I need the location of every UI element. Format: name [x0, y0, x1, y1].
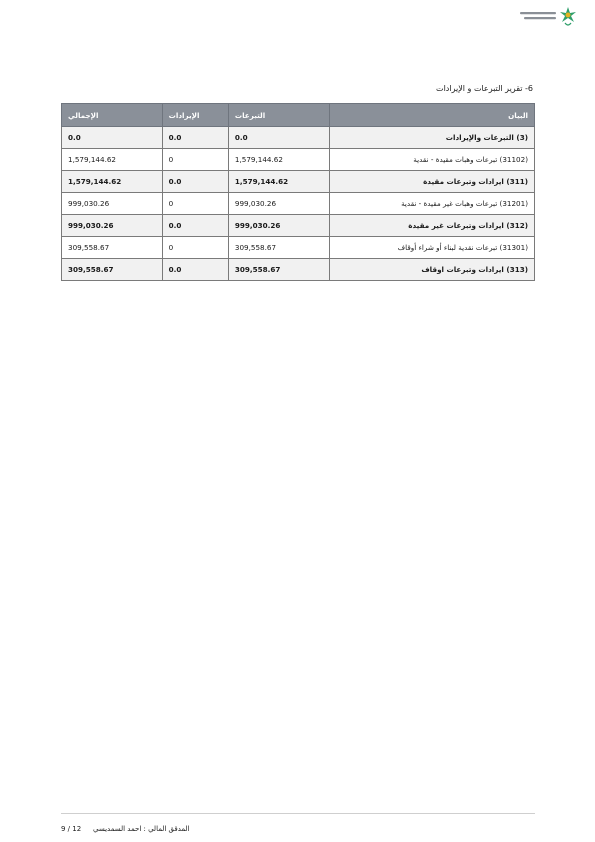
- row-donations: 1,579,144.62: [228, 171, 329, 193]
- row-revenues: 0: [162, 149, 228, 171]
- table-row: [62, 171, 535, 193]
- table-row: [62, 193, 535, 215]
- ministry-logo: [518, 6, 578, 28]
- row-description: (311) ايرادات وتبرعات مقيدة: [329, 171, 534, 193]
- table-row: [62, 149, 535, 171]
- row-donations: 999,030.26: [228, 193, 329, 215]
- row-description: (3) التبرعات والإيرادات: [329, 127, 534, 149]
- header-total: الإجمالي: [62, 104, 163, 127]
- row-revenues: 0.0: [162, 127, 228, 149]
- row-donations: 999,030.26: [228, 215, 329, 237]
- row-total: 1,579,144.62: [62, 171, 163, 193]
- footer-auditor: المدقق المالي : احمد السمديسي: [93, 825, 190, 833]
- header-revenues: الإيرادات: [162, 104, 228, 127]
- footer-divider: [61, 813, 535, 814]
- row-donations: 1,579,144.62: [228, 149, 329, 171]
- row-revenues: 0.0: [162, 171, 228, 193]
- table-header-row: [62, 104, 535, 127]
- row-description: (313) ايرادات وتبرعات اوقاف: [329, 259, 534, 281]
- header-description: البيان: [329, 104, 534, 127]
- table-row: [62, 215, 535, 237]
- page-number: 9 / 12: [61, 825, 82, 833]
- row-donations: 0.0: [228, 127, 329, 149]
- donations-revenues-table: [61, 103, 535, 281]
- row-donations: 309,558.67: [228, 237, 329, 259]
- row-total: 999,030.26: [62, 215, 163, 237]
- row-donations: 309,558.67: [228, 259, 329, 281]
- row-revenues: 0: [162, 193, 228, 215]
- row-revenues: 0.0: [162, 259, 228, 281]
- section-title: 6- تقرير التبرعات و الإيرادات: [436, 84, 533, 93]
- table-row: [62, 237, 535, 259]
- row-total: 999,030.26: [62, 193, 163, 215]
- table-row: [62, 127, 535, 149]
- row-total: 0.0: [62, 127, 163, 149]
- row-revenues: 0.0: [162, 215, 228, 237]
- row-description: (312) ايرادات وتبرعات غير مقيدة: [329, 215, 534, 237]
- row-total: 1,579,144.62: [62, 149, 163, 171]
- row-revenues: 0: [162, 237, 228, 259]
- header-donations: التبرعات: [228, 104, 329, 127]
- row-description: (31201) تبرعات وهبات غير مقيدة - نقدية: [329, 193, 534, 215]
- row-description: (31102) تبرعات وهبات مقيدة - نقدية: [329, 149, 534, 171]
- table-row: [62, 259, 535, 281]
- row-total: 309,558.67: [62, 259, 163, 281]
- row-total: 309,558.67: [62, 237, 163, 259]
- row-description: (31301) تبرعات نقدية لبناء أو شراء أوقاف: [329, 237, 534, 259]
